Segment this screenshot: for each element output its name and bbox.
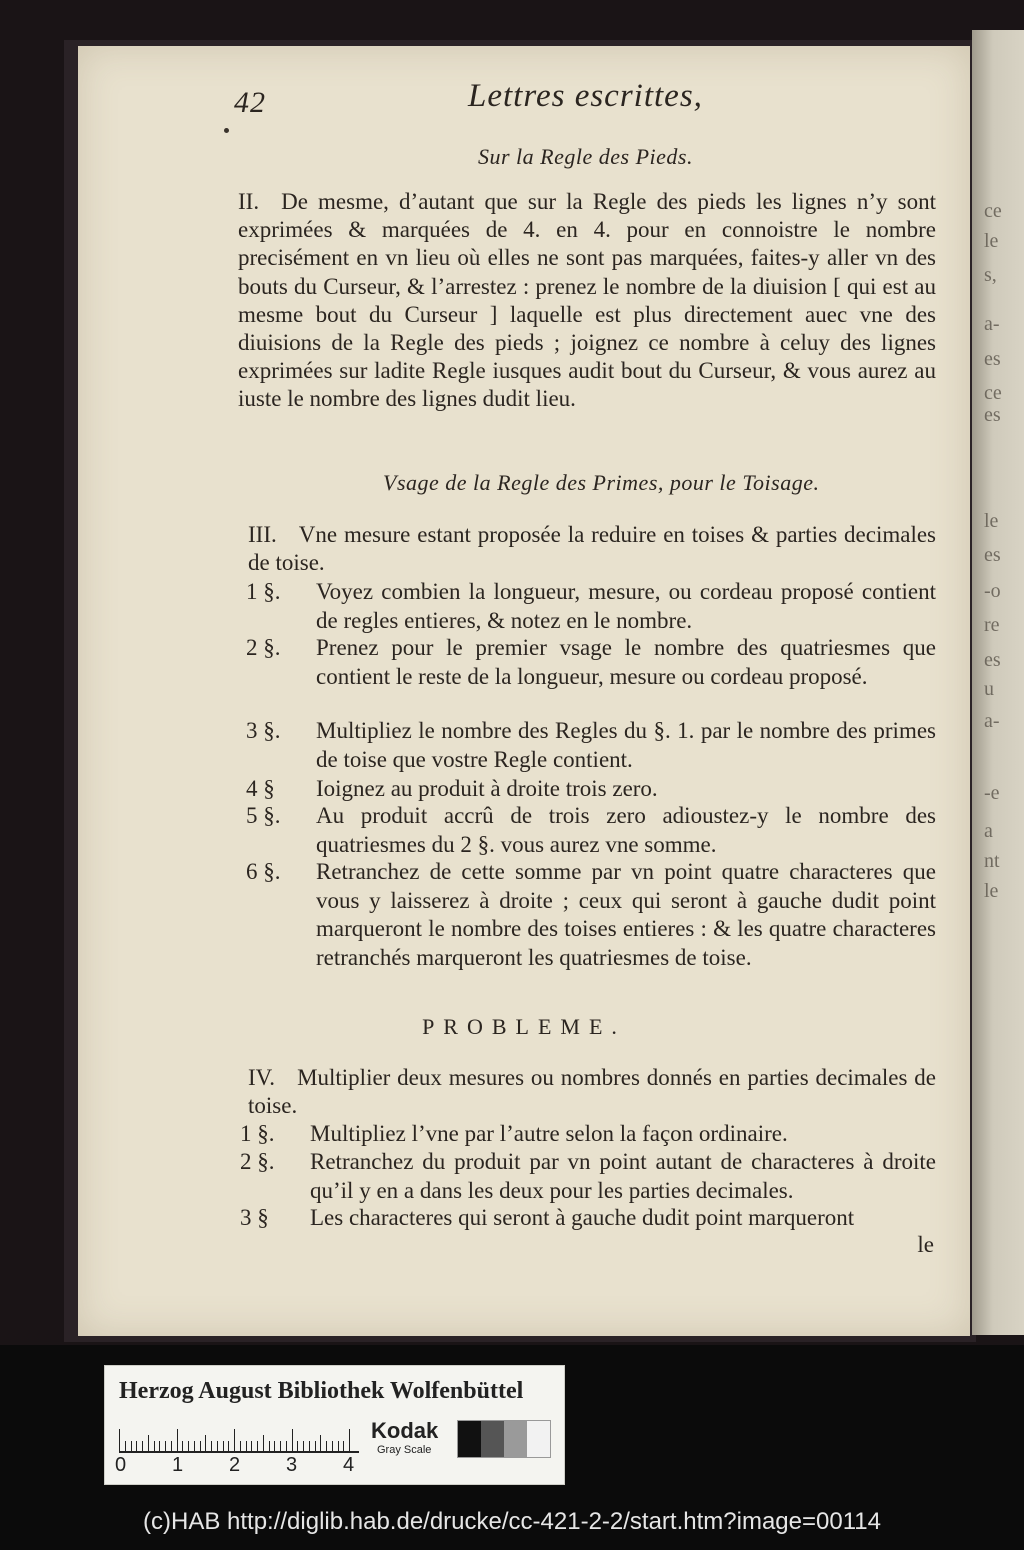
step-text: Retranchez de cette somme par vn point quatre characteres que vous y laisserez à droite ; ceux qui seront à gauche dudit point marqueront le nombre des toises entieres : & les quatre characteres retranchés marqueront les quatriesmes de toise.	[316, 859, 936, 970]
ruler-tick	[332, 1441, 333, 1451]
step-text: Multipliez l’vne par l’autre selon la façon ordinaire.	[310, 1121, 788, 1146]
ruler-tick	[119, 1429, 120, 1451]
step-mark: 5 §.	[246, 803, 281, 828]
facing-page-text-fragment: re	[984, 614, 1000, 636]
library-name: Herzog August Bibliothek Wolfenbüttel	[119, 1378, 524, 1404]
ruler-number: 2	[229, 1454, 241, 1476]
ruler-tick	[315, 1441, 316, 1451]
ruler-tick	[154, 1441, 155, 1451]
gray-swatch	[527, 1421, 550, 1457]
ruler-tick	[131, 1441, 132, 1451]
facing-page-text-fragment: es	[984, 348, 1001, 370]
section-heading-pieds: Sur la Regle des Pieds.	[478, 144, 693, 169]
step-text: Retranchez du produit par vn point autant de characteres à droite qu’il y en a dans les deux pour les parties decimales.	[310, 1149, 936, 1203]
step-iii-5	[246, 802, 936, 859]
ruler-tick	[188, 1441, 189, 1451]
facing-page-text-fragment: nt	[984, 850, 1000, 872]
step-iv-3	[240, 1204, 936, 1233]
paragraph-ii	[238, 188, 936, 414]
facing-page-text-fragment: u	[984, 678, 994, 700]
step-iii-6	[246, 858, 936, 972]
facing-page-text-fragment: s,	[984, 264, 997, 286]
section-heading-primes: Vsage de la Regle des Primes, pour le Toisage.	[383, 470, 820, 495]
step-text: Prenez pour le premier vsage le nombre des quatriesmes que contient le reste de la longueur, mesure ou cordeau proposé.	[316, 635, 936, 689]
ruler-tick	[257, 1441, 258, 1451]
ruler-tick	[211, 1441, 212, 1451]
ruler-tick	[320, 1435, 321, 1451]
ruler-tick	[297, 1441, 298, 1451]
paragraph-iv	[248, 1064, 936, 1120]
facing-page-text-fragment: -o	[984, 580, 1001, 602]
ruler-tick	[280, 1441, 281, 1451]
facing-page-text-fragment: es	[984, 649, 1001, 671]
ruler-tick	[125, 1441, 126, 1451]
book-page	[78, 46, 970, 1336]
gray-swatch	[504, 1421, 527, 1457]
ruler-number: 1	[172, 1454, 184, 1476]
ruler-tick	[228, 1441, 229, 1451]
ruler-tick	[240, 1441, 241, 1451]
problem-heading: PROBLEME.	[422, 1014, 626, 1039]
ruler-tick	[182, 1441, 183, 1451]
color-scale-card	[104, 1365, 565, 1485]
ruler-number: 0	[115, 1454, 127, 1476]
ruler-tick	[148, 1435, 149, 1451]
gray-swatches	[457, 1420, 551, 1458]
ruler-tick	[194, 1441, 195, 1451]
ruler-tick	[177, 1429, 178, 1451]
ruler-tick	[303, 1441, 304, 1451]
step-mark: 1 §.	[240, 1121, 275, 1146]
step-text: Ioignez au produit à droite trois zero.	[316, 776, 658, 801]
paragraph-number: III.	[248, 522, 277, 547]
catchword: le	[917, 1232, 934, 1257]
step-iii-4	[246, 775, 936, 804]
facing-page-text-fragment: le	[984, 880, 999, 902]
step-text: Voyez combien la longueur, mesure, ou cordeau proposé contient de regles entieres, & notez en le nombre.	[316, 579, 936, 633]
ruler-tick	[309, 1441, 310, 1451]
running-head: Lettres escrittes,	[468, 78, 703, 114]
kodak-logo: Kodak	[371, 1418, 439, 1443]
gray-swatch	[481, 1421, 504, 1457]
page-number: 42	[234, 86, 266, 119]
gray-scale-label: Gray Scale	[377, 1444, 432, 1456]
paragraph-iii	[248, 521, 936, 577]
facing-page-text-fragment: a-	[984, 710, 1000, 732]
ruler-tick	[142, 1441, 143, 1451]
step-text: Au produit accrû de trois zero adioustez-y le nombre des quatriesmes du 2 §. vous aurez vne somme.	[316, 803, 936, 857]
step-mark: 1 §.	[246, 579, 281, 604]
ruler-tick	[217, 1441, 218, 1451]
step-iii-1	[246, 578, 936, 635]
ruler-tick	[286, 1441, 287, 1451]
paragraph-text: De mesme, d’autant que sur la Regle des pieds les lignes n’y sont exprimées & marquées de 4. en 4. pour en connoistre le nombre precisément en vn lieu où elles ne sont pas marquées, faites-y aller vn des bouts du Curseur, & l’arrestez : prenez le nombre de la diuision [ qui est au mesme bout du Curseur ] laquelle est plus directement auec vne des diuisions de la Regle des pieds ; joignez ce nombre à celuy des lignes exprimées sur ladite Regle iusques audit bout du Curseur, & vous aurez au iuste le nombre des lignes dudit lieu.	[238, 189, 936, 412]
ruler-tick	[292, 1429, 293, 1451]
ruler	[119, 1423, 359, 1453]
ink-dot	[224, 128, 229, 133]
ruler-tick	[246, 1441, 247, 1451]
facing-page-text-fragment: ce	[984, 382, 1002, 404]
ruler-tick	[200, 1441, 201, 1451]
ruler-tick	[136, 1441, 137, 1451]
source-url: (c)HAB http://diglib.hab.de/drucke/cc-421-2-2/start.htm?image=00114	[143, 1508, 881, 1535]
paragraph-text: Multiplier deux mesures ou nombres donnés en parties decimales de toise.	[248, 1065, 936, 1119]
ruler-tick	[165, 1441, 166, 1451]
facing-page-text-fragment: es	[984, 404, 1001, 426]
ruler-tick	[223, 1441, 224, 1451]
facing-page-text-fragment: a	[984, 820, 993, 842]
ruler-tick	[263, 1435, 264, 1451]
ruler-tick	[205, 1435, 206, 1451]
ruler-tick	[349, 1429, 350, 1451]
step-iv-1	[240, 1120, 936, 1149]
ruler-tick	[159, 1441, 160, 1451]
ruler-number: 4	[343, 1454, 355, 1476]
ruler-tick	[326, 1441, 327, 1451]
gray-swatch	[458, 1421, 481, 1457]
step-iii-2	[246, 634, 936, 691]
ruler-tick	[234, 1429, 235, 1451]
facing-page-text-fragment: ce	[984, 200, 1002, 222]
facing-page-text-fragment: le	[984, 510, 999, 532]
ruler-tick	[274, 1441, 275, 1451]
ruler-tick	[171, 1441, 172, 1451]
facing-page-edge	[972, 30, 1024, 1335]
step-mark: 2 §.	[240, 1149, 275, 1174]
step-mark: 4 §	[246, 776, 275, 801]
step-iii-3	[246, 717, 936, 774]
facing-page-text-fragment: -e	[984, 782, 1000, 804]
step-text: Les characteres qui seront à gauche dudit point marqueront	[310, 1205, 855, 1230]
ruler-tick	[343, 1441, 344, 1451]
facing-page-text-fragment: a-	[984, 313, 1000, 335]
step-text: Multipliez le nombre des Regles du §. 1. par le nombre des primes de toise que vostre Regle contient.	[316, 718, 936, 772]
ruler-tick	[338, 1441, 339, 1451]
facing-page-text-fragment: es	[984, 544, 1001, 566]
paragraph-number: IV.	[248, 1065, 276, 1090]
ruler-tick	[251, 1441, 252, 1451]
ruler-number: 3	[286, 1454, 298, 1476]
paragraph-number: II.	[238, 189, 260, 214]
step-mark: 3 §.	[246, 718, 281, 743]
ruler-baseline	[119, 1451, 359, 1453]
step-mark: 6 §.	[246, 859, 281, 884]
step-mark: 2 §.	[246, 635, 281, 660]
facing-page-text-fragment: le	[984, 230, 999, 252]
step-iv-2	[240, 1148, 936, 1205]
ruler-tick	[269, 1441, 270, 1451]
paragraph-text: Vne mesure estant proposée la reduire en toises & parties decimales de toise.	[248, 522, 936, 576]
step-mark: 3 §	[240, 1205, 269, 1230]
